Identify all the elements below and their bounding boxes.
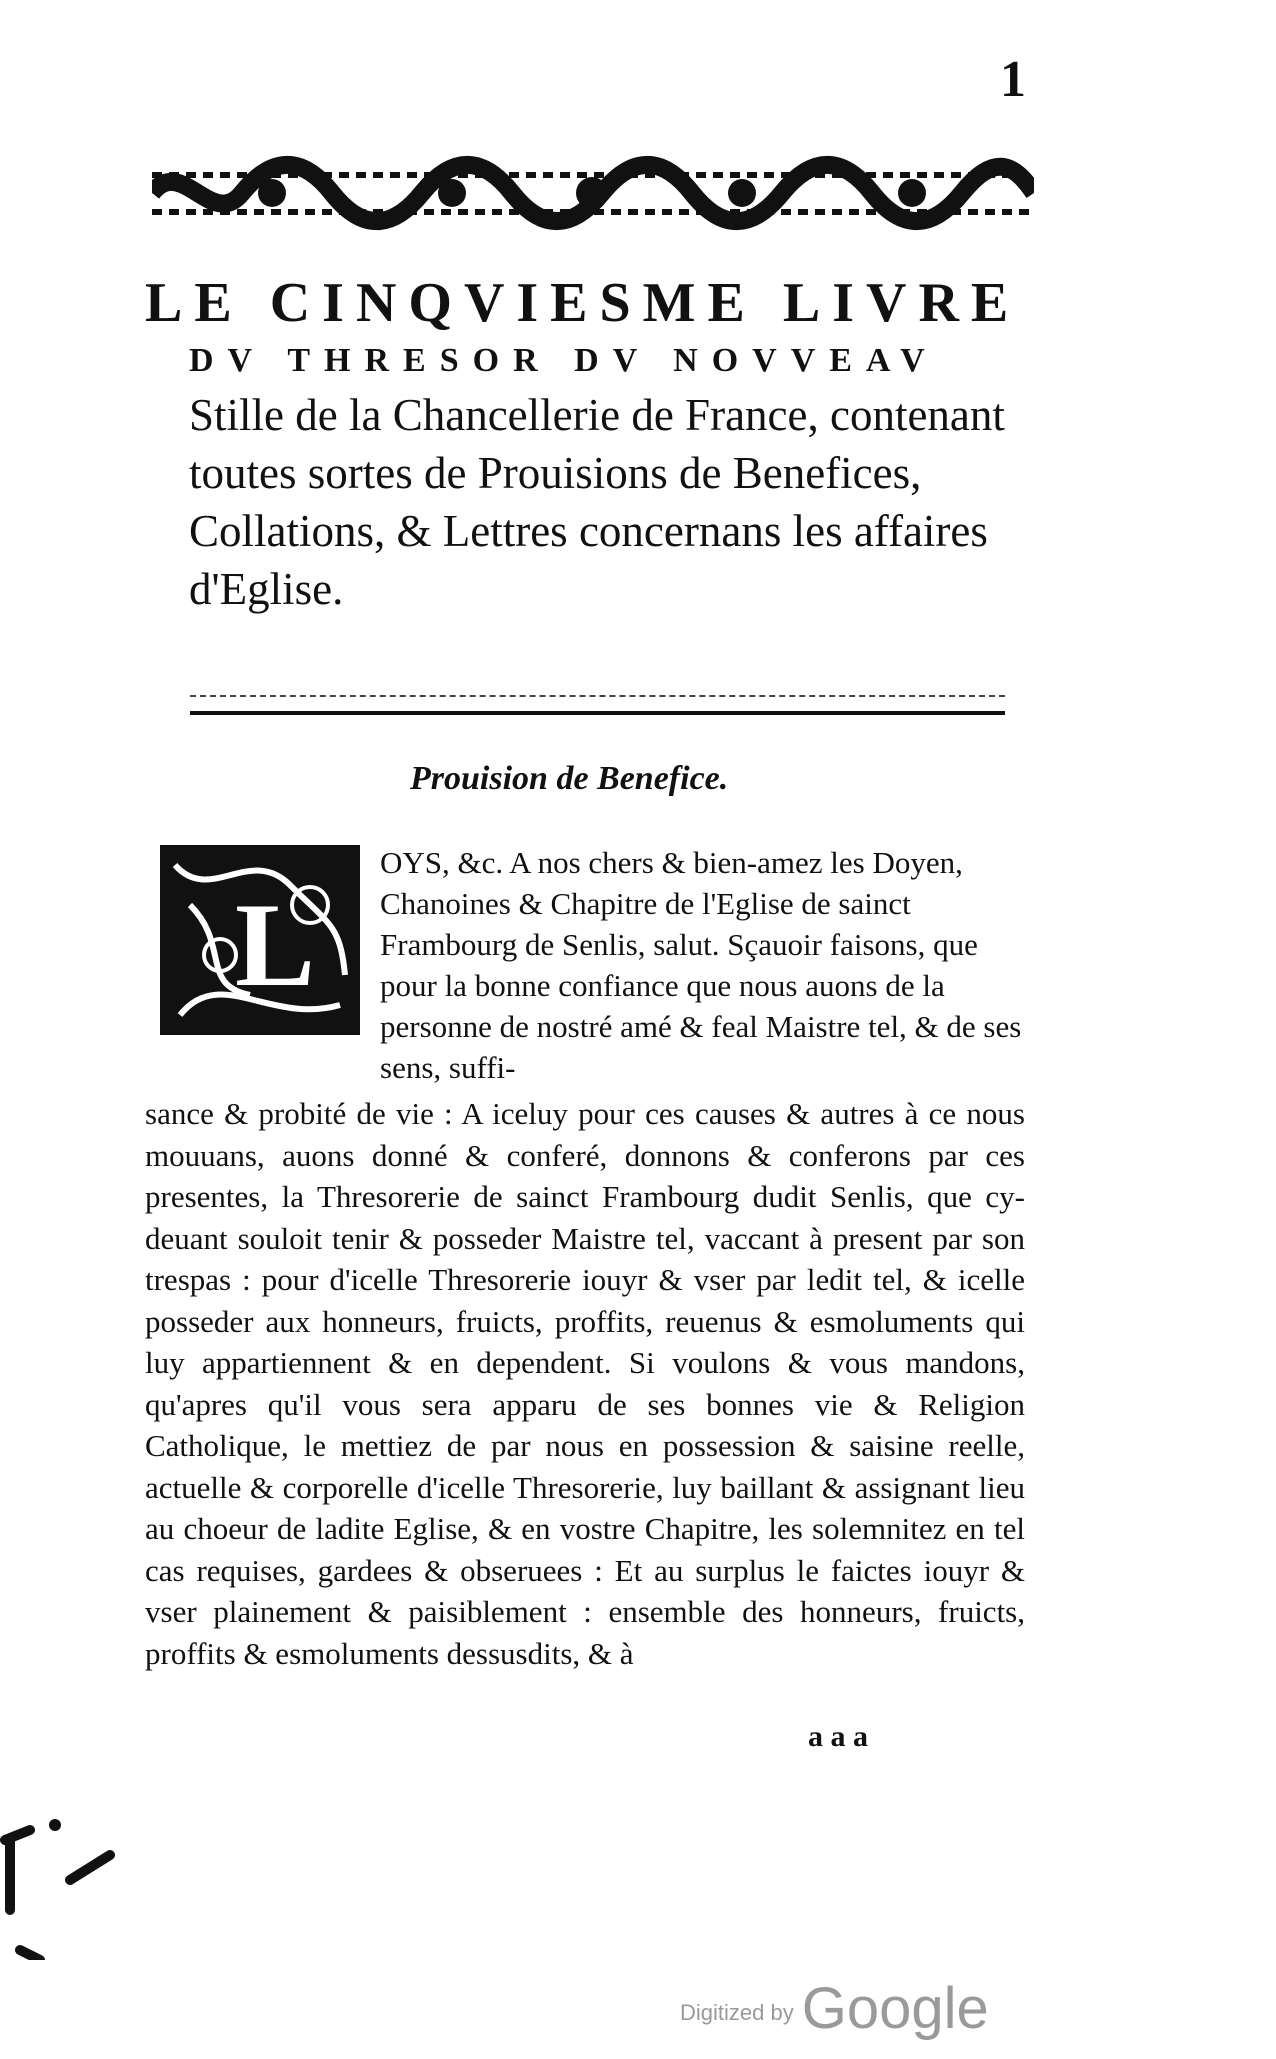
divider-solid: [190, 711, 1005, 715]
title-block: [145, 270, 1045, 618]
decorated-initial: [160, 845, 360, 1035]
ornament-band: [152, 150, 1034, 236]
section-heading: Prouision de Benefice.: [410, 760, 729, 797]
title-rest: Stille de la Chancellerie de France, contenant toutes sortes de Prouisions de Benefices, Collations, & Lettres concernans les affaires d'Eglise.: [189, 390, 1005, 614]
catchword: a a a: [808, 1720, 868, 1753]
page-number: 1: [1000, 51, 1026, 108]
title-line-2: DV THRESOR DV NOVVEAV: [189, 342, 939, 379]
paragraph-first: OYS, &c. A nos chers & bien-amez les Doyen, Chanoines & Chapitre de l'Eglise de sainct Frambourg de Senlis, salut. Sçauoir faisons, que pour la bonne confiance que nous auons de la personne de nostré amé & feal Maistre tel, & de ses sens, suffi-: [380, 845, 1022, 1085]
dropcap-letter: L: [235, 878, 316, 1011]
watermark: [680, 1975, 989, 2042]
margin-marks: [0, 1800, 140, 1960]
divider-dotted: [190, 695, 1005, 697]
watermark-digitized: Digitized by: [680, 2000, 794, 2025]
watermark-google: Google: [801, 1976, 989, 2041]
paragraph-body: sance & probité de vie : A iceluy pour ces causes & autres à ce nous mouuans, auons donné & conferé, donnons & conferons par ces presentes, la Thresorerie de sainct Frambourg dudit Senlis, que cy-deuant souloit tenir & posseder Maistre tel, vaccant à present par son trespas : pour d'icelle Thresorerie iouyr & vser par ledit tel, & icelle posseder aux honneurs, fruicts, proffits, reuenus & esmoluments qui luy appartiennent & en dependent. Si voulons & vous mandons, qu'apres qu'il vous sera apparu de ses bonnes vie & Religion Catholique, le mettiez de par nous en possession & saisine reelle, actuelle & corporelle d'icelle Thresorerie, luy baillant & assignant lieu au choeur de ladite Eglise, & en vostre Chapitre, les solemnitez en tel cas requises, gardees & obseruees : Et au surplus le faictes iouyr & vser plainement & paisiblement : ensemble des honneurs, fruicts, proffits & esmoluments dessusdits, & à: [145, 1096, 1025, 1671]
title-line-1: LE CINQVIESME LIVRE: [145, 272, 1021, 334]
